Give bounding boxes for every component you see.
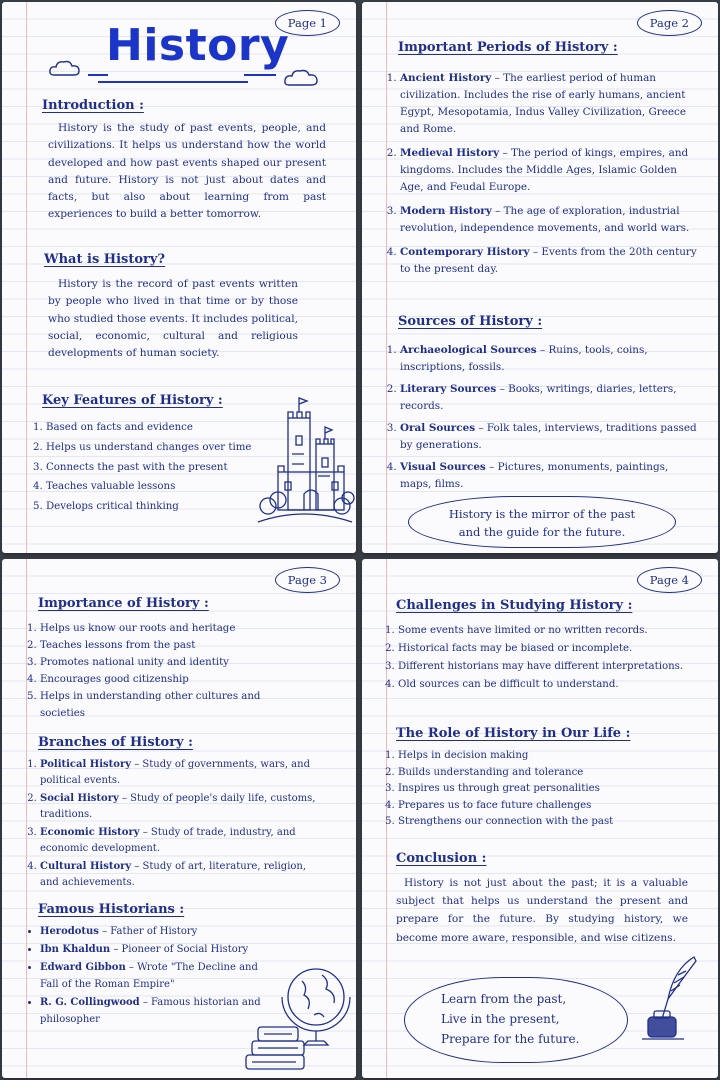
motto-line: Live in the present, (441, 1012, 560, 1026)
list-item-term: Contemporary History (400, 246, 530, 258)
globe-and-books-icon (244, 959, 352, 1075)
motto-line: Prepare for the future. (441, 1032, 580, 1046)
list-item-term: Political History (40, 759, 132, 770)
list-item-desc: – Pictures, monuments, paintings, maps, films. (400, 461, 669, 490)
list-item-desc: – Study of trade, industry, and economic development. (40, 827, 296, 854)
list-item-desc: – Pioneer of Social History (110, 944, 249, 955)
list-item: 3. Promotes national unity and identity (40, 654, 264, 671)
list-item: 3. Inspires us through great personalities (398, 781, 682, 798)
list-item: 5. Helps in understanding other cultures and societies (40, 688, 264, 722)
historians-heading: Famous Historians : (38, 902, 185, 917)
page-1 (2, 2, 356, 553)
list-item-desc: – Ruins, tools, coins, inscriptions, fossils. (400, 344, 648, 373)
list-item: 2. Historical facts may be biased or incomplete. (398, 640, 700, 658)
introduction-text: History is the study of past events, people, and civilizations. It helps us understand how the world developed and how past events shaped our present and future. History is not just about dates and facts, but also about learning from past experiences to build a better tomorrow. (48, 122, 326, 221)
importance-heading: Importance of History : (38, 596, 209, 611)
list-item-desc: – Books, writings, diaries, letters, records. (400, 383, 677, 412)
list-item (400, 244, 700, 278)
what-is-history-heading: What is History? (44, 252, 166, 267)
list-item-desc: – Study of art, literature, religion, and achievements. (40, 861, 307, 888)
list-item (40, 859, 324, 890)
list-item (400, 420, 700, 454)
role-list (382, 748, 682, 831)
key-features-list (30, 418, 260, 517)
quill-inkpot-icon (638, 955, 702, 1041)
list-item (40, 757, 324, 788)
list-item (40, 941, 266, 958)
quote-line: and the guide for the future. (458, 525, 626, 539)
list-item-desc: – The age of exploration, industrial revolution, independence movements, and world wars. (400, 205, 690, 234)
list-item-desc: – Study of governments, wars, and political events. (40, 759, 310, 786)
challenges-heading: Challenges in Studying History : (396, 598, 633, 613)
title-underline (98, 81, 248, 83)
list-item (40, 923, 266, 940)
list-item (40, 825, 324, 856)
introduction-heading: Introduction : (42, 98, 144, 113)
list-item-term: Cultural History (40, 861, 132, 872)
list-item-desc: – Famous historian and philosopher (40, 997, 261, 1025)
what-is-history-text: History is the record of past events written by people who lived in that time or by those who studied those events. It includes political, social, economic, cultural and religious developments of human society. (48, 278, 298, 360)
cloud-icon (48, 58, 82, 78)
list-item-term: Ibn Khaldun (40, 944, 111, 955)
page-3 (2, 559, 356, 1078)
list-item: 5. Strengthens our connection with the past (398, 814, 682, 831)
challenges-list (382, 622, 700, 694)
list-item (40, 994, 266, 1028)
list-item-term: Economic History (40, 827, 140, 838)
important-periods-heading: Important Periods of History : (398, 40, 618, 55)
list-item-desc: – Father of History (98, 926, 198, 937)
list-item: 4. Encourages good citizenship (40, 671, 264, 688)
role-heading: The Role of History in Our Life : (396, 726, 631, 741)
list-item-term: Modern History (400, 205, 492, 217)
quote-line: History is the mirror of the past (448, 507, 636, 521)
list-item-desc: – The period of kings, empires, and kingdoms. Includes the Middle Ages, Islamic Golden Age, and Feudal Europe. (400, 147, 689, 193)
list-item-term: Social History (40, 793, 119, 804)
list-item-desc: – Events from the 20th century to the present day. (400, 246, 697, 275)
branches-list (24, 757, 324, 890)
list-item-term: Oral Sources (400, 422, 476, 434)
page-number-tag: Page 4 (637, 567, 702, 593)
motto-cloud (404, 977, 628, 1063)
list-item: 4. Prepares us to face future challenges (398, 798, 682, 815)
list-item-term: Ancient History (400, 72, 492, 84)
list-item: 1. Helps us know our roots and heritage (40, 620, 264, 637)
sources-heading: Sources of History : (398, 314, 543, 329)
list-item-desc: – Wrote "The Decline and Fall of the Roman Empire" (40, 962, 258, 990)
list-item (40, 791, 324, 822)
list-item: 1. Helps in decision making (398, 748, 682, 765)
sources-list (384, 342, 700, 493)
list-item (400, 70, 700, 138)
list-item-term: Literary Sources (400, 383, 497, 395)
list-item: 2. Builds understanding and tolerance (398, 765, 682, 782)
list-item (400, 342, 700, 376)
conclusion-text: History is not just about the past; it is a valuable subject that helps us understand the present and prepare for the future. By studying history, we become more aware, responsible, and wise citizens. (396, 877, 688, 944)
key-features-heading: Key Features of History : (42, 393, 223, 408)
list-item (40, 959, 266, 993)
conclusion-heading: Conclusion : (396, 851, 487, 866)
list-item: 4. Old sources can be difficult to understand. (398, 676, 700, 694)
list-item (400, 459, 700, 493)
list-item: 2. Teaches lessons from the past (40, 637, 264, 654)
list-item-desc: – Study of people's daily life, customs, traditions. (40, 793, 316, 820)
list-item-term: Herodotus (40, 926, 99, 937)
castle-icon (252, 394, 356, 524)
list-item (400, 203, 700, 237)
page-2 (362, 2, 718, 553)
list-item-term: Archaeological Sources (400, 344, 537, 356)
list-item-term: Edward Gibbon (40, 962, 126, 973)
list-item-desc: – Folk tales, interviews, traditions passed by generations. (400, 422, 697, 451)
list-item: 1. Some events have limited or no written records. (398, 622, 700, 640)
page-4 (362, 559, 718, 1078)
motto-line: Learn from the past, (441, 992, 567, 1006)
branches-heading: Branches of History : (38, 735, 193, 750)
list-item: 1. Based on facts and evidence (46, 418, 260, 438)
list-item-desc: – The earliest period of human civilization. Includes the rise of early humans, ancient Egypt, Mesopotamia, Indus Valley Civilization, Greece and Rome. (400, 72, 687, 135)
page-number-tag: Page 2 (637, 10, 702, 36)
list-item: 2. Helps us understand changes over time (46, 438, 260, 458)
periods-list (384, 70, 700, 278)
importance-list (24, 620, 264, 722)
list-item: 3. Connects the past with the present (46, 458, 260, 478)
historians-list (24, 923, 266, 1028)
page-number-tag: Page 3 (275, 567, 340, 593)
page-title: History (106, 20, 290, 71)
list-item (400, 145, 700, 196)
list-item: 5. Develops critical thinking (46, 497, 260, 517)
list-item-term: Medieval History (400, 147, 500, 159)
title-underline (244, 74, 276, 76)
list-item: 4. Teaches valuable lessons (46, 477, 260, 497)
quote-cloud (408, 496, 676, 548)
list-item-term: Visual Sources (400, 461, 486, 473)
page-number-tag: Page 1 (275, 10, 340, 36)
list-item: 3. Different historians may have different interpretations. (398, 658, 700, 676)
list-item (400, 381, 700, 415)
title-underline (88, 74, 108, 76)
list-item-term: R. G. Collingwood (40, 997, 140, 1008)
